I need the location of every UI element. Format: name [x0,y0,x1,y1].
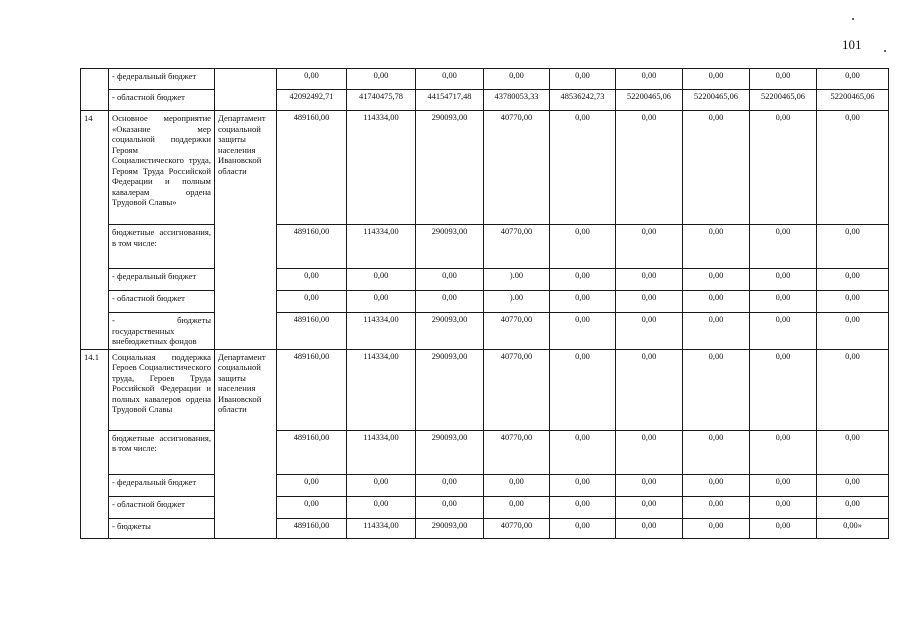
value-cell: 0,00 [416,474,484,496]
value-cell: 0,00 [750,225,817,269]
index-cell [81,69,109,111]
value-cell: 0,00 [817,474,889,496]
value-cell: 0,00 [550,349,616,430]
value-cell: 0,00 [550,269,616,291]
value-cell: 0,00 [683,496,750,518]
value-cell: 0,00 [683,474,750,496]
value-cell: 0,00 [616,291,683,313]
department-cell: Департамент социальной защиты населения Ивановской области [215,349,277,538]
value-cell: 0,00 [817,69,889,90]
budget-table [80,68,889,539]
value-cell: 48536242,73 [550,90,616,111]
value-cell: 0,00 [550,313,616,350]
value-cell: 0,00 [277,269,347,291]
value-cell: 290093,00 [416,430,484,474]
value-cell: 489160,00 [277,225,347,269]
value-cell: 0,00 [817,496,889,518]
value-cell: 0,00 [347,474,416,496]
value-cell: 0,00 [347,269,416,291]
index-cell: 14.1 [81,349,109,538]
value-cell: 0,00 [817,269,889,291]
value-cell: 0,00 [683,269,750,291]
row-label-cell: - областной бюджет [109,90,215,111]
value-cell: 0,00 [550,225,616,269]
value-cell: 290093,00 [416,225,484,269]
page-number: 101 [842,37,862,52]
value-cell: 489160,00 [277,313,347,350]
value-cell: 0,00 [484,69,550,90]
value-cell: 114334,00 [347,349,416,430]
value-cell: 40770,00 [484,518,550,538]
row-label-cell: - федеральный бюджет [109,69,215,90]
value-cell: 0,00 [277,496,347,518]
value-cell: 0,00 [817,430,889,474]
table-row [81,225,889,269]
row-label-cell: - областной бюджет [109,291,215,313]
value-cell: 114334,00 [347,111,416,225]
value-cell: 0,00 [616,69,683,90]
value-cell: 40770,00 [484,313,550,350]
value-cell: ).00 [484,269,550,291]
value-cell: 0,00 [683,349,750,430]
value-cell: 44154717,48 [416,90,484,111]
value-cell: 489160,00 [277,518,347,538]
value-cell: 0,00 [683,518,750,538]
table-row [81,474,889,496]
value-cell: 0,00 [616,111,683,225]
value-cell: 43780053,33 [484,90,550,111]
department-cell [215,69,277,111]
table-row [81,430,889,474]
index-cell: 14 [81,111,109,350]
value-cell: 52200465,06 [616,90,683,111]
value-cell: 0,00 [550,111,616,225]
scan-speck [852,18,854,20]
value-cell: 0,00 [750,474,817,496]
scan-speck [884,50,886,52]
value-cell: 42092492,71 [277,90,347,111]
table-row [81,496,889,518]
value-cell: 489160,00 [277,349,347,430]
table-row [81,313,889,350]
value-cell: 0,00» [817,518,889,538]
value-cell: ).00 [484,291,550,313]
value-cell: 40770,00 [484,349,550,430]
table-row [81,291,889,313]
value-cell: 0,00 [277,291,347,313]
value-cell: 0,00 [347,291,416,313]
value-cell: 0,00 [550,430,616,474]
row-label-cell: - бюджеты [109,518,215,538]
value-cell: 40770,00 [484,430,550,474]
value-cell: 0,00 [750,269,817,291]
value-cell: 489160,00 [277,111,347,225]
value-cell: 489160,00 [277,430,347,474]
value-cell: 0,00 [683,313,750,350]
value-cell: 0,00 [750,349,817,430]
value-cell: 0,00 [616,474,683,496]
value-cell: 0,00 [550,291,616,313]
value-cell: 0,00 [750,430,817,474]
value-cell: 114334,00 [347,518,416,538]
value-cell: 0,00 [750,291,817,313]
table-row [81,111,889,225]
value-cell: 52200465,06 [750,90,817,111]
value-cell: 0,00 [683,291,750,313]
row-label-cell: - федеральный бюджет [109,269,215,291]
value-cell: 52200465,06 [817,90,889,111]
row-label-cell: - областной бюджет [109,496,215,518]
value-cell: 0,00 [616,313,683,350]
value-cell: 290093,00 [416,111,484,225]
value-cell: 290093,00 [416,313,484,350]
value-cell: 40770,00 [484,111,550,225]
value-cell: 0,00 [683,225,750,269]
value-cell: 0,00 [683,430,750,474]
value-cell: 0,00 [616,496,683,518]
row-label-cell: бюджетные ассигнования, в том числе: [109,430,215,474]
value-cell: 0,00 [347,69,416,90]
value-cell: 0,00 [750,518,817,538]
value-cell: 0,00 [416,496,484,518]
value-cell: 0,00 [277,69,347,90]
table-row [81,269,889,291]
value-cell: 0,00 [550,518,616,538]
value-cell: 0,00 [616,430,683,474]
value-cell: 0,00 [817,349,889,430]
value-cell: 0,00 [416,291,484,313]
value-cell: 0,00 [817,313,889,350]
activity-title-cell: Социальная поддержка Героев Социалистического труда, Героев Труда Российской Федерации и полных кавалеров ордена Трудовой Славы [109,349,215,430]
value-cell: 0,00 [616,518,683,538]
value-cell: 41740475,78 [347,90,416,111]
value-cell: 114334,00 [347,313,416,350]
value-cell: 0,00 [616,225,683,269]
value-cell: 0,00 [750,313,817,350]
value-cell: 0,00 [616,349,683,430]
value-cell: 0,00 [484,496,550,518]
table-row [81,90,889,111]
table-row [81,69,889,90]
value-cell: 0,00 [277,474,347,496]
value-cell: 0,00 [750,496,817,518]
value-cell: 114334,00 [347,225,416,269]
table-row [81,518,889,538]
value-cell: 0,00 [683,69,750,90]
value-cell: 0,00 [484,474,550,496]
department-cell: Департамент социальной защиты населения Ивановской области [215,111,277,350]
value-cell: 290093,00 [416,518,484,538]
value-cell: 0,00 [416,269,484,291]
row-label-cell: - федеральный бюджет [109,474,215,496]
value-cell: 0,00 [550,69,616,90]
value-cell: 52200465,06 [683,90,750,111]
value-cell: 0,00 [817,291,889,313]
value-cell: 0,00 [616,269,683,291]
value-cell: 0,00 [817,111,889,225]
value-cell: 40770,00 [484,225,550,269]
value-cell: 0,00 [416,69,484,90]
row-label-cell: бюджетные ассигнования, в том числе: [109,225,215,269]
value-cell: 290093,00 [416,349,484,430]
value-cell: 0,00 [750,111,817,225]
value-cell: 0,00 [550,496,616,518]
value-cell: 0,00 [750,69,817,90]
row-label-cell: - бюджеты государственных внебюджетных фондов [109,313,215,350]
value-cell: 114334,00 [347,430,416,474]
value-cell: 0,00 [817,225,889,269]
value-cell: 0,00 [550,474,616,496]
value-cell: 0,00 [683,111,750,225]
activity-title-cell: Основное мероприятие «Оказание мер социальной поддержки Героям Социалистического труда, Героям Труда Российской Федерации и полным кавалерам ордена Трудовой Славы» [109,111,215,225]
table-row [81,349,889,430]
value-cell: 0,00 [347,496,416,518]
